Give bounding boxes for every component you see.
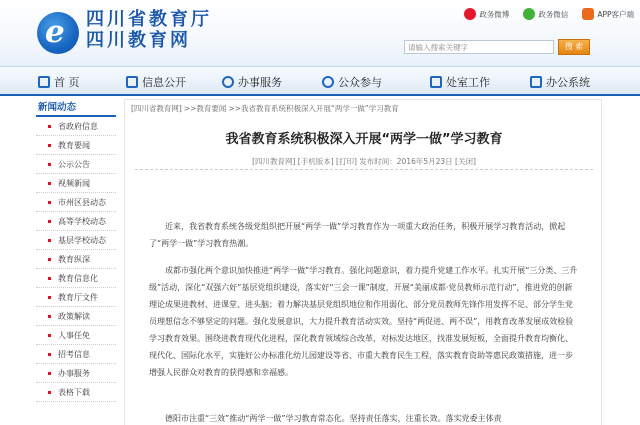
sidebar-item[interactable] (36, 326, 116, 345)
people-icon (322, 76, 334, 88)
sidebar (36, 99, 116, 425)
sidebar-item[interactable] (36, 136, 116, 155)
search-button[interactable]: 搜 索 (558, 39, 590, 55)
weibo-icon (464, 8, 476, 20)
bullet-icon (48, 125, 51, 128)
document-icon (126, 76, 138, 88)
nav-home-label: 首 页 (54, 76, 80, 89)
sidebar-item-label: 人事任免 (58, 331, 90, 340)
sidebar-item[interactable] (36, 269, 116, 288)
weibo-link-label: 政务微博 (479, 9, 510, 19)
sidebar-item[interactable] (36, 383, 116, 402)
breadcrumb-home[interactable]: [四川省教育网] (131, 104, 182, 113)
bullet-icon (48, 353, 51, 356)
bullet-icon (48, 277, 51, 280)
bullet-icon (48, 239, 51, 242)
nav-public-participation[interactable] (322, 74, 382, 90)
nav-services[interactable] (222, 74, 282, 90)
bullet-icon (48, 220, 51, 223)
home-icon (38, 76, 50, 88)
article-panel (124, 99, 602, 425)
nav-department-work[interactable] (430, 74, 490, 90)
site-title-line2: 四川教育网 (86, 30, 191, 51)
weixin-link[interactable] (523, 8, 568, 20)
breadcrumb-section[interactable]: >>教育要闻 (183, 104, 227, 113)
bullet-icon (48, 391, 51, 394)
app-link-label: APP客户端 (597, 9, 634, 19)
sidebar-item-label: 视频新闻 (58, 179, 90, 188)
nav-public-participation-label: 公众参与 (338, 76, 382, 89)
main-nav (0, 66, 640, 96)
sidebar-item-label: 教育纵深 (58, 255, 90, 264)
sidebar-item-label: 表格下载 (58, 388, 90, 397)
nav-office-system[interactable] (530, 74, 590, 90)
weixin-icon (523, 8, 535, 20)
article-paragraph: 成都市强化两个意识加快推进“两学一做”学习教育。强化问题意识，着力提升党建工作水平。扎实开展“三分类、三升级”活动，深化“双强六好”基层党组织建设，落实好“三会一课”制度，开展“美丽成都·党员教师示范行动”，推进党的创新理论成果进教材、进课堂、进头脑；着力解决基层党组织地位和作用弱化、部分党员教师先锋作用发挥不足、部分学生党员理想信念不够坚定的问题。强化发展意识，大力提升教育活动实效。坚持“两促进、两不误”，用教育改革发展成效检验学习教育效果。围绕进教育现代化进程，深化教育领域综合改革，对标发达地区，找准发展短板，全面提升教育均衡化、现代化、国际化水平，实施好公办标准化幼儿园建设等省、市重大教育民生工程，落实教育资助等惠民政策措施，进一步增强人民群众对教育的获得感和幸福感。 (149, 266, 578, 377)
app-link[interactable] (582, 8, 634, 20)
article-paragraph: 德阳市注重“三效”推动“两学一做”学习教育常态化。坚持责任落实，注重长效。落实党委主体责 (165, 414, 502, 423)
site-title[interactable] (86, 9, 212, 51)
sidebar-item-label: 办事服务 (58, 369, 90, 378)
sidebar-item[interactable] (36, 193, 116, 212)
bullet-icon (48, 315, 51, 318)
weibo-link[interactable] (464, 8, 509, 20)
search-input[interactable]: 请输入搜索关键字 (404, 40, 554, 54)
sidebar-item-label: 政策解读 (58, 312, 90, 321)
sidebar-item[interactable] (36, 345, 116, 364)
sidebar-item[interactable] (36, 364, 116, 383)
sidebar-item[interactable] (36, 117, 116, 136)
sidebar-item[interactable] (36, 212, 116, 231)
site-logo-icon[interactable]: e (37, 12, 79, 54)
sidebar-item[interactable] (36, 288, 116, 307)
sidebar-heading: 新闻动态 (36, 99, 116, 117)
bullet-icon (48, 163, 51, 166)
nav-office-system-label: 办公系统 (546, 76, 590, 89)
sidebar-item-label: 省政府信息 (58, 122, 98, 131)
bullet-icon (48, 201, 51, 204)
sidebar-item-label: 高等学校动态 (58, 217, 106, 226)
weixin-link-label: 政务微信 (538, 9, 569, 19)
sidebar-item[interactable] (36, 307, 116, 326)
services-icon (222, 76, 234, 88)
nav-services-label: 办事服务 (238, 76, 282, 89)
meta-divider (135, 169, 593, 170)
sidebar-item[interactable] (36, 231, 116, 250)
nav-home[interactable] (38, 74, 80, 90)
breadcrumb-current: >>我省教育系统积极深入开展“两学一做”学习教育 (228, 104, 399, 113)
article-meta: [四川教育网] [手机版本] [打印] 发布时间：2016年5月23日 [关闭] (252, 157, 476, 166)
app-icon (582, 8, 594, 20)
folder-icon (430, 76, 442, 88)
nav-info-public-label: 信息公开 (142, 76, 186, 89)
sidebar-item-label: 教育要闻 (58, 141, 90, 150)
sidebar-item-label: 公示公告 (58, 160, 90, 169)
office-icon (530, 76, 542, 88)
bullet-icon (48, 182, 51, 185)
site-header (0, 0, 640, 66)
top-links (464, 8, 634, 20)
bullet-icon (48, 372, 51, 375)
sidebar-item[interactable] (36, 250, 116, 269)
sidebar-item-label: 市州区县动态 (58, 198, 106, 207)
sidebar-item[interactable] (36, 174, 116, 193)
article-title: 我省教育系统积极深入开展“两学一做”学习教育 (225, 132, 503, 147)
nav-info-public[interactable] (126, 74, 186, 90)
sidebar-item[interactable] (36, 155, 116, 174)
sidebar-item-label: 教育厅文件 (58, 293, 98, 302)
sidebar-item-label: 招考信息 (58, 350, 90, 359)
article-paragraph: 近来，我省教育系统各级党组织把开展“两学一做”学习教育作为一项重大政治任务，积极开展学习教育活动，掀起了“两学一做”学习教育热潮。 (149, 222, 566, 248)
sidebar-item-label: 教育信息化 (58, 274, 98, 283)
breadcrumb (131, 103, 399, 114)
bullet-icon (48, 296, 51, 299)
bullet-icon (48, 258, 51, 261)
bullet-icon (48, 144, 51, 147)
site-title-line1: 四川省教育厅 (86, 9, 212, 30)
nav-department-work-label: 处室工作 (446, 76, 490, 89)
sidebar-item-label: 基层学校动态 (58, 236, 106, 245)
bullet-icon (48, 334, 51, 337)
